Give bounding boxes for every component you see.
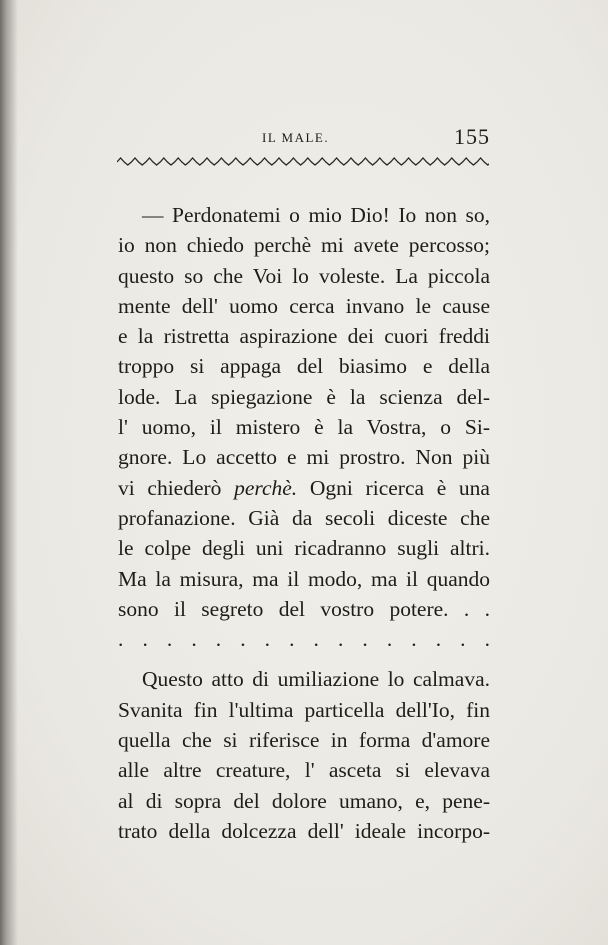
text-line: trato della dolcezza dell' ideale incorpo-: [118, 818, 490, 843]
text-line: profanazione. Già da secoli diceste che: [118, 505, 490, 530]
paragraph-gap: [118, 654, 490, 664]
text-line: io non chiedo perchè mi avete percosso;: [118, 233, 490, 258]
text-line: quella che si riferisce in forma d'amore: [118, 728, 490, 753]
text-line: le colpe degli uni ricadranno sugli altri.: [118, 536, 490, 561]
text-line: al di sopra del dolore umano, e, pene-: [118, 788, 490, 813]
text-line: gnore. Lo accetto e mi prostro. Non più: [118, 445, 490, 470]
text-segment: vi chiederò: [118, 475, 222, 500]
text-line: Ma la misura, ma il modo, ma il quando: [118, 566, 490, 591]
text-line: lode. La spiegazione è la scienza del-: [118, 384, 490, 409]
page-number: 155: [454, 124, 490, 149]
text-segment: Ogni ricerca è una: [309, 475, 490, 500]
text-line: sono il segreto del vostro potere. . .: [118, 596, 490, 621]
text-line-with-italic: [118, 473, 490, 503]
text-line: e la ristretta aspirazione dei cuori freddi: [118, 324, 490, 349]
text-line: — Perdonatemi o mio Dio! Io non so,: [142, 203, 490, 227]
decorative-rule: [117, 156, 489, 168]
page-binding-shadow: [0, 0, 18, 945]
body-text: [118, 200, 490, 846]
text-line: Questo atto di umiliazione lo calmava.: [142, 667, 490, 692]
text-line: mente dell' uomo cerca invano le cause: [118, 293, 490, 318]
ellipsis-row: . . . . . . . . . . . . . . . .: [118, 627, 490, 652]
text-line: alle altre creature, l' asceta si elevava: [118, 758, 490, 783]
running-header: [262, 124, 490, 154]
text-line: Svanita fin l'ultima particella dell'Io, fin: [118, 697, 490, 722]
running-title: IL MALE.: [262, 130, 330, 145]
text-line: troppo si appaga del biasimo e della: [118, 354, 490, 379]
italic-word: perchè.: [234, 475, 298, 500]
ornament-zigzag: [117, 158, 489, 165]
text-line: questo so che Voi lo voleste. La piccola: [118, 263, 490, 288]
text-line: l' uomo, il mistero è la Vostra, o Si-: [118, 415, 490, 440]
